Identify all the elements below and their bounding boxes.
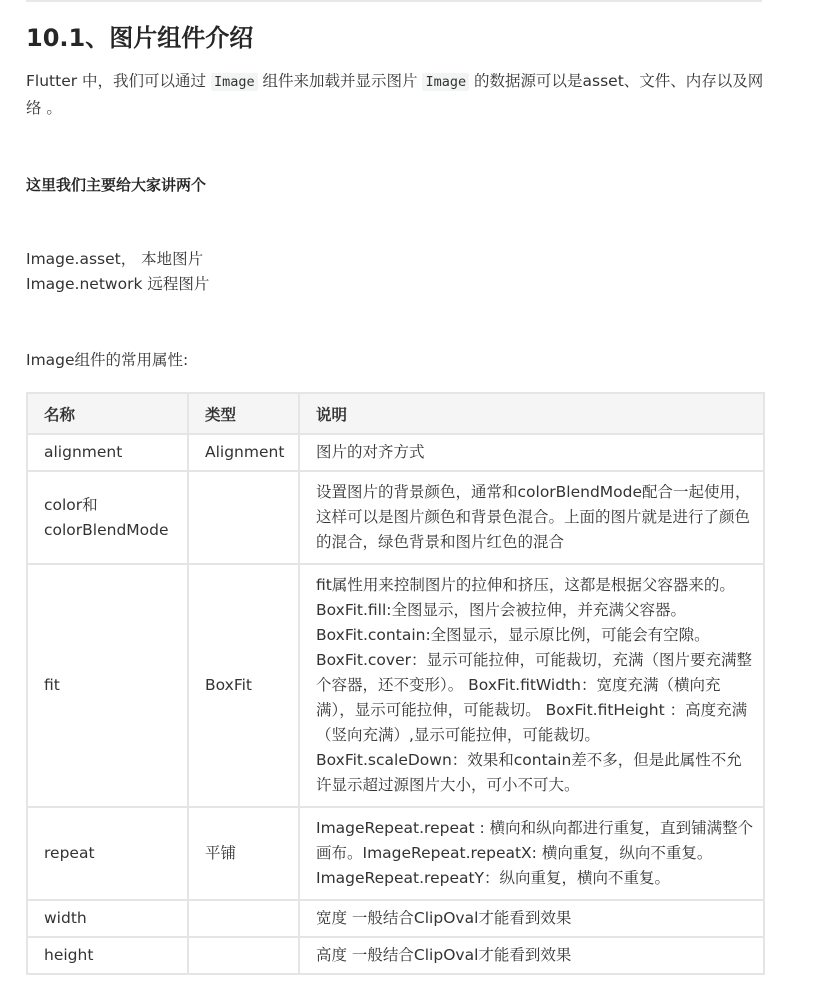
cell-name: height: [27, 937, 188, 974]
cell-type: [188, 937, 299, 974]
table-row: [27, 900, 764, 937]
table-row: [27, 807, 764, 900]
table-row: [27, 564, 764, 807]
cell-name: alignment: [27, 434, 188, 471]
cell-desc: ImageRepeat.repeat : 横向和纵向都进行重复，直到铺满整个画布。ImageRepeat.repeatX: 横向重复，纵向不重复。ImageRepeat.repeatY：纵向重复，横向不重复。: [299, 807, 764, 900]
cell-desc: fit属性用来控制图片的拉伸和挤压，这都是根据父容器来的。 BoxFit.fill:全图显示，图片会被拉伸，并充满父容器。 BoxFit.contain:全图显示，显示原比例，可能会有空隙。 BoxFit.cover：显示可能拉伸，可能裁切，充满（图片要充满整个容器，还不变形）。 BoxFit.fitWidth：宽度充满（横向充满），显示可能拉伸，可能裁切。 BoxFit.fitHeight ：高度充满（竖向充满）,显示可能拉伸，可能裁切。 BoxFit.scaleDown：效果和contain差不多，但是此属性不允许显示超过源图片大小，可小不可大。: [299, 564, 764, 807]
header-name: 名称: [27, 393, 188, 434]
header-desc: 说明: [299, 393, 764, 434]
source-line-asset: Image.asset， 本地图片: [26, 250, 204, 268]
intro-text-3: 的数据源可以是asset、文件、内存以及网络 。: [26, 72, 764, 117]
cell-desc: 图片的对齐方式: [299, 434, 764, 471]
cell-type: BoxFit: [188, 564, 299, 807]
cell-name: fit: [27, 564, 188, 807]
subheading: 这里我们主要给大家讲两个: [26, 176, 207, 194]
table-row: [27, 471, 764, 564]
header-type: 类型: [188, 393, 299, 434]
cell-name: repeat: [27, 807, 188, 900]
intro-text-2: 组件来加载并显示图片: [257, 72, 423, 90]
cell-type: 平铺: [188, 807, 299, 900]
section-heading: 10.1、图片组件介绍: [26, 24, 254, 52]
cell-type: [188, 471, 299, 564]
cell-name: color和colorBlendMode: [27, 471, 188, 564]
cell-name: width: [27, 900, 188, 937]
inline-code-image: Image: [211, 73, 258, 91]
inline-code-image: Image: [422, 73, 469, 91]
cell-type: [188, 900, 299, 937]
top-divider: [26, 0, 762, 2]
cell-desc: 宽度 一般结合ClipOval才能看到效果: [299, 900, 764, 937]
table-row: [27, 937, 764, 974]
table-row: [27, 434, 764, 471]
properties-label: Image组件的常用属性:: [26, 351, 189, 369]
table-header-row: [27, 393, 764, 434]
source-line-network: Image.network 远程图片: [26, 275, 210, 293]
intro-text-1: Flutter 中，我们可以通过: [26, 72, 211, 90]
cell-type: Alignment: [188, 434, 299, 471]
properties-table: [26, 392, 765, 975]
intro-paragraph: [26, 68, 766, 121]
cell-desc: 高度 一般结合ClipOval才能看到效果: [299, 937, 764, 974]
cell-desc: 设置图片的背景颜色，通常和colorBlendMode配合一起使用，这样可以是图片颜色和背景色混合。上面的图片就是进行了颜色的混合，绿色背景和图片红色的混合: [299, 471, 764, 564]
